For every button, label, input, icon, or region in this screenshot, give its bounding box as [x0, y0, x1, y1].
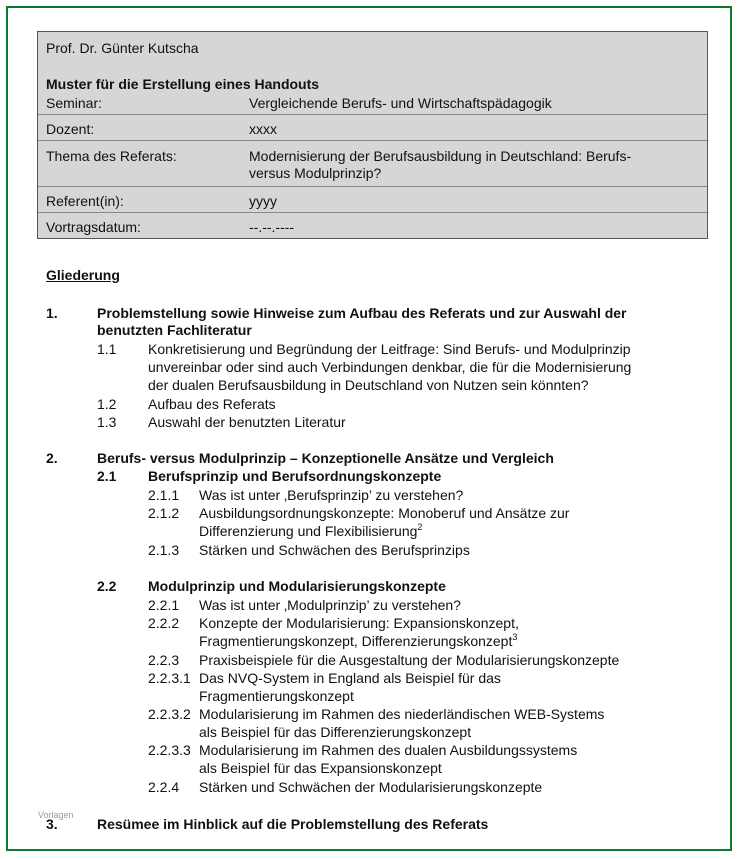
item-number: 2.2.2: [148, 615, 180, 631]
item-text: Das NVQ-System in England als Beispiel für das: [199, 670, 501, 686]
item-text: [199, 522, 422, 540]
item-text-part: Differenzierung und Flexibilisierung: [199, 523, 418, 539]
header-divider: [38, 140, 707, 141]
subsection-2-2-number: 2.2: [97, 578, 117, 594]
dozent-label: Dozent:: [46, 121, 95, 137]
footnote-ref: 2: [417, 522, 423, 532]
handout-header-box: [37, 31, 708, 239]
item-number: 2.2.3.2: [148, 706, 191, 722]
section-3-number: 3.: [46, 816, 58, 832]
item-number: 1.3: [97, 414, 117, 430]
thema-value-line2: versus Modulprinzip?: [249, 165, 382, 181]
item-text: Auswahl der benutzten Literatur: [148, 414, 346, 430]
item-text: [199, 632, 517, 650]
subsection-2-1-title: Berufsprinzip und Berufsordnungskonzepte: [148, 468, 442, 484]
section-2-title: Berufs- versus Modulprinzip – Konzeptionelle Ansätze und Vergleich: [97, 450, 554, 466]
item-text: Praxisbeispiele für die Ausgestaltung der Modularisierungskonzepte: [199, 652, 620, 668]
item-number: 1.1: [97, 341, 117, 357]
subsection-2-1-number: 2.1: [97, 468, 117, 484]
outline-heading: Gliederung: [46, 267, 120, 283]
item-text: als Beispiel für das Expansionskonzept: [199, 760, 442, 776]
section-1-title-line2: benutzten Fachliteratur: [97, 322, 252, 338]
handout-title: Muster für die Erstellung eines Handouts: [46, 76, 320, 92]
item-text: Was ist unter ‚Modulprinzip’ zu verstehen?: [199, 597, 461, 613]
referent-label: Referent(in):: [46, 193, 124, 209]
item-number: 2.2.1: [148, 597, 180, 613]
item-text: der dualen Berufsausbildung in Deutschland von Nutzen sein könnten?: [148, 377, 589, 393]
item-text: Konkretisierung und Begründung der Leitfrage: Sind Berufs- und Modulprinzip: [148, 341, 631, 357]
item-text: Konzepte der Modularisierung: Expansionskonzept,: [199, 615, 519, 631]
item-number: 2.1.2: [148, 505, 180, 521]
section-1-number: 1.: [46, 305, 58, 321]
header-divider: [38, 212, 707, 213]
thema-value-line1: Modernisierung der Berufsausbildung in Deutschland: Berufs-: [249, 148, 632, 164]
dozent-value: xxxx: [249, 121, 277, 137]
seminar-value: Vergleichende Berufs- und Wirtschaftspädagogik: [249, 95, 552, 111]
item-text: Modularisierung im Rahmen des dualen Ausbildungssystems: [199, 742, 578, 758]
watermark: Vorlagen: [38, 810, 74, 820]
seminar-label: Seminar:: [46, 95, 103, 111]
subsection-2-2-title: Modulprinzip und Modularisierungskonzepte: [148, 578, 446, 594]
item-text: Modularisierung im Rahmen des niederländischen WEB-Systems: [199, 706, 605, 722]
vortragsdatum-value: --.--.----: [249, 219, 295, 235]
item-number: 2.1.3: [148, 542, 180, 558]
vortragsdatum-label: Vortragsdatum:: [46, 219, 141, 235]
item-text: Ausbildungsordnungskonzepte: Monoberuf und Ansätze zur: [199, 505, 570, 521]
item-number: 2.2.3: [148, 652, 180, 668]
item-number: 2.1.1: [148, 487, 180, 503]
item-number: 2.2.4: [148, 779, 180, 795]
section-3-title: Resümee im Hinblick auf die Problemstellung des Referats: [97, 816, 489, 832]
item-text: Was ist unter ‚Berufsprinzip’ zu verstehen?: [199, 487, 464, 503]
header-divider: [38, 114, 707, 115]
item-text: Fragmentierungskonzept: [199, 688, 354, 704]
thema-label: Thema des Referats:: [46, 148, 177, 164]
item-number: 1.2: [97, 396, 117, 412]
item-text: unvereinbar oder sind auch Verbindungen denkbar, die für die Modernisierung: [148, 359, 632, 375]
header-divider: [38, 186, 707, 187]
section-1-title-line1: Problemstellung sowie Hinweise zum Aufbau des Referats und zur Auswahl der: [97, 305, 627, 321]
item-text: Stärken und Schwächen der Modularisierungskonzepte: [199, 779, 543, 795]
item-text-part: Fragmentierungskonzept, Differenzierungskonzept: [199, 633, 513, 649]
author-name: Prof. Dr. Günter Kutscha: [46, 40, 199, 56]
section-2-number: 2.: [46, 450, 58, 466]
item-text: als Beispiel für das Differenzierungskonzept: [199, 724, 472, 740]
item-text: Aufbau des Referats: [148, 396, 276, 412]
item-text: Stärken und Schwächen des Berufsprinzips: [199, 542, 470, 558]
item-number: 2.2.3.3: [148, 742, 191, 758]
referent-value: yyyy: [249, 193, 277, 209]
footnote-ref: 3: [512, 632, 518, 642]
item-number: 2.2.3.1: [148, 670, 191, 686]
